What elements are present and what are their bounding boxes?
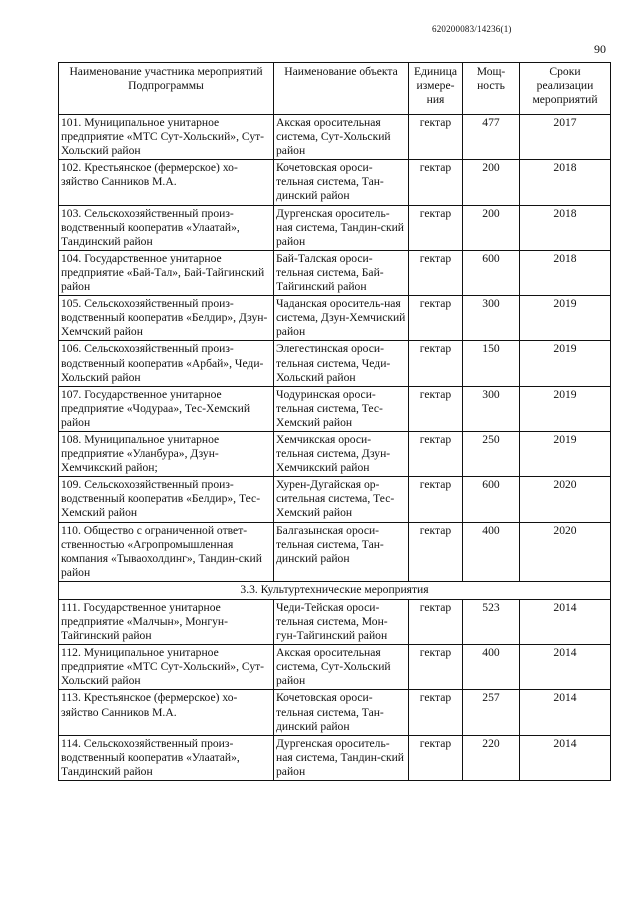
column-header-participant: Наименование участника мероприятий Подпрограммы xyxy=(59,63,274,115)
unit-cell: гектар xyxy=(409,477,463,522)
table-row xyxy=(59,160,611,205)
period-cell: 2018 xyxy=(520,250,611,295)
period-cell: 2018 xyxy=(520,205,611,250)
unit-cell: гектар xyxy=(409,250,463,295)
measures-table xyxy=(58,62,611,781)
section-heading-row-group xyxy=(59,581,611,599)
participant-cell: 108. Муниципальное унитарное предприятие «Уланбура», Дзун-Хемчикский район; xyxy=(59,431,274,476)
power-cell: 600 xyxy=(463,477,520,522)
power-cell: 220 xyxy=(463,735,520,780)
power-cell: 400 xyxy=(463,645,520,690)
period-cell: 2017 xyxy=(520,115,611,160)
power-cell: 200 xyxy=(463,160,520,205)
participant-cell: 111. Государственное унитарное предприятие «Малчын», Монгун-Тайгинский район xyxy=(59,599,274,644)
participant-cell: 104. Государственное унитарное предприятие «Бай-Тал», Бай-Тайгинский район xyxy=(59,250,274,295)
unit-cell: гектар xyxy=(409,386,463,431)
power-cell: 300 xyxy=(463,296,520,341)
unit-cell: гектар xyxy=(409,205,463,250)
unit-cell: гектар xyxy=(409,115,463,160)
table-row xyxy=(59,115,611,160)
table-row xyxy=(59,296,611,341)
table-row xyxy=(59,735,611,780)
unit-cell: гектар xyxy=(409,160,463,205)
document-code: 620200083/14236(1) xyxy=(432,24,512,34)
period-cell: 2014 xyxy=(520,599,611,644)
unit-cell: гектар xyxy=(409,599,463,644)
unit-cell: гектар xyxy=(409,341,463,386)
power-cell: 400 xyxy=(463,522,520,581)
power-cell: 300 xyxy=(463,386,520,431)
period-cell: 2020 xyxy=(520,522,611,581)
power-cell: 600 xyxy=(463,250,520,295)
power-cell: 477 xyxy=(463,115,520,160)
period-cell: 2014 xyxy=(520,735,611,780)
table-row xyxy=(59,477,611,522)
section-heading: 3.3. Культуртехнические мероприятия xyxy=(59,581,611,599)
object-cell: Чеди-Тейская ороси-тельная система, Мон-гун-Тайгинский район xyxy=(274,599,409,644)
table-row xyxy=(59,341,611,386)
column-header-period: Сроки реализации мероприятий xyxy=(520,63,611,115)
object-cell: Дургенская ороситель-ная система, Тандин-ский район xyxy=(274,205,409,250)
participant-cell: 101. Муниципальное унитарное предприятие «МТС Сут-Хольский», Сут-Хольский район xyxy=(59,115,274,160)
table-body-section-b xyxy=(59,599,611,780)
object-cell: Дургенская ороситель-ная система, Тандин-ский район xyxy=(274,735,409,780)
object-cell: Акская оросительная система, Сут-Хольский район xyxy=(274,115,409,160)
participant-cell: 105. Сельскохозяйственный произ-водственный кооператив «Белдир», Дзун-Хемчский район xyxy=(59,296,274,341)
table-row xyxy=(59,386,611,431)
participant-cell: 112. Муниципальное унитарное предприятие «МТС Сут-Хольский», Сут-Хольский район xyxy=(59,645,274,690)
participant-cell: 102. Крестьянское (фермерское) хо-зяйство Санников М.А. xyxy=(59,160,274,205)
participant-cell: 103. Сельскохозяйственный произ-водственный кооператив «Улаатай», Тандинский район xyxy=(59,205,274,250)
object-cell: Кочетовская ороси-тельная система, Тан-динский район xyxy=(274,690,409,735)
participant-cell: 106. Сельскохозяйственный произ-водственный кооператив «Арбай», Чеди-Хольский район xyxy=(59,341,274,386)
object-cell: Хемчикская ороси-тельная система, Дзун-Хемчикский район xyxy=(274,431,409,476)
unit-cell: гектар xyxy=(409,735,463,780)
table-row xyxy=(59,599,611,644)
table-row xyxy=(59,645,611,690)
object-cell: Акская оросительная система, Сут-Хольский район xyxy=(274,645,409,690)
table-header xyxy=(59,63,611,115)
power-cell: 150 xyxy=(463,341,520,386)
participant-cell: 107. Государственное унитарное предприятие «Чодураа», Тес-Хемский район xyxy=(59,386,274,431)
table-row xyxy=(59,431,611,476)
period-cell: 2019 xyxy=(520,341,611,386)
table-row xyxy=(59,250,611,295)
object-cell: Кочетовская ороси-тельная система, Тан-динский район xyxy=(274,160,409,205)
column-header-power: Мощ-ность xyxy=(463,63,520,115)
object-cell: Чаданская ороситель-ная система, Дзун-Хемчиский район xyxy=(274,296,409,341)
power-cell: 200 xyxy=(463,205,520,250)
unit-cell: гектар xyxy=(409,690,463,735)
table-row xyxy=(59,205,611,250)
object-cell: Бай-Талская ороси-тельная система, Бай-Тайгинский район xyxy=(274,250,409,295)
unit-cell: гектар xyxy=(409,296,463,341)
page-number: 90 xyxy=(594,42,606,56)
power-cell: 523 xyxy=(463,599,520,644)
period-cell: 2020 xyxy=(520,477,611,522)
period-cell: 2019 xyxy=(520,296,611,341)
participant-cell: 113. Крестьянское (фермерское) хо-зяйство Санников М.А. xyxy=(59,690,274,735)
object-cell: Элегестинская ороси-тельная система, Чеди-Хольский район xyxy=(274,341,409,386)
table-row xyxy=(59,522,611,581)
participant-cell: 109. Сельскохозяйственный произ-водственный кооператив «Белдир», Тес-Хемский район xyxy=(59,477,274,522)
unit-cell: гектар xyxy=(409,431,463,476)
object-cell: Чодуринская ороси-тельная система, Тес-Хемский район xyxy=(274,386,409,431)
period-cell: 2019 xyxy=(520,431,611,476)
table-row xyxy=(59,690,611,735)
unit-cell: гектар xyxy=(409,645,463,690)
participant-cell: 110. Общество с ограниченной ответ-ственностью «Агропромышленная компания «Тываохолдинг», Тандин-ский район xyxy=(59,522,274,581)
participant-cell: 114. Сельскохозяйственный произ-водственный кооператив «Улаатай», Тандинский район xyxy=(59,735,274,780)
column-header-object: Наименование объекта xyxy=(274,63,409,115)
power-cell: 250 xyxy=(463,431,520,476)
period-cell: 2019 xyxy=(520,386,611,431)
period-cell: 2014 xyxy=(520,645,611,690)
table-body-section-a xyxy=(59,115,611,582)
object-cell: Балгазынская ороси-тельная система, Тан-динский район xyxy=(274,522,409,581)
column-header-unit: Единица измере-ния xyxy=(409,63,463,115)
power-cell: 257 xyxy=(463,690,520,735)
object-cell: Хурен-Дугайская ор-сительная система, Тес-Хемский район xyxy=(274,477,409,522)
period-cell: 2018 xyxy=(520,160,611,205)
unit-cell: гектар xyxy=(409,522,463,581)
period-cell: 2014 xyxy=(520,690,611,735)
